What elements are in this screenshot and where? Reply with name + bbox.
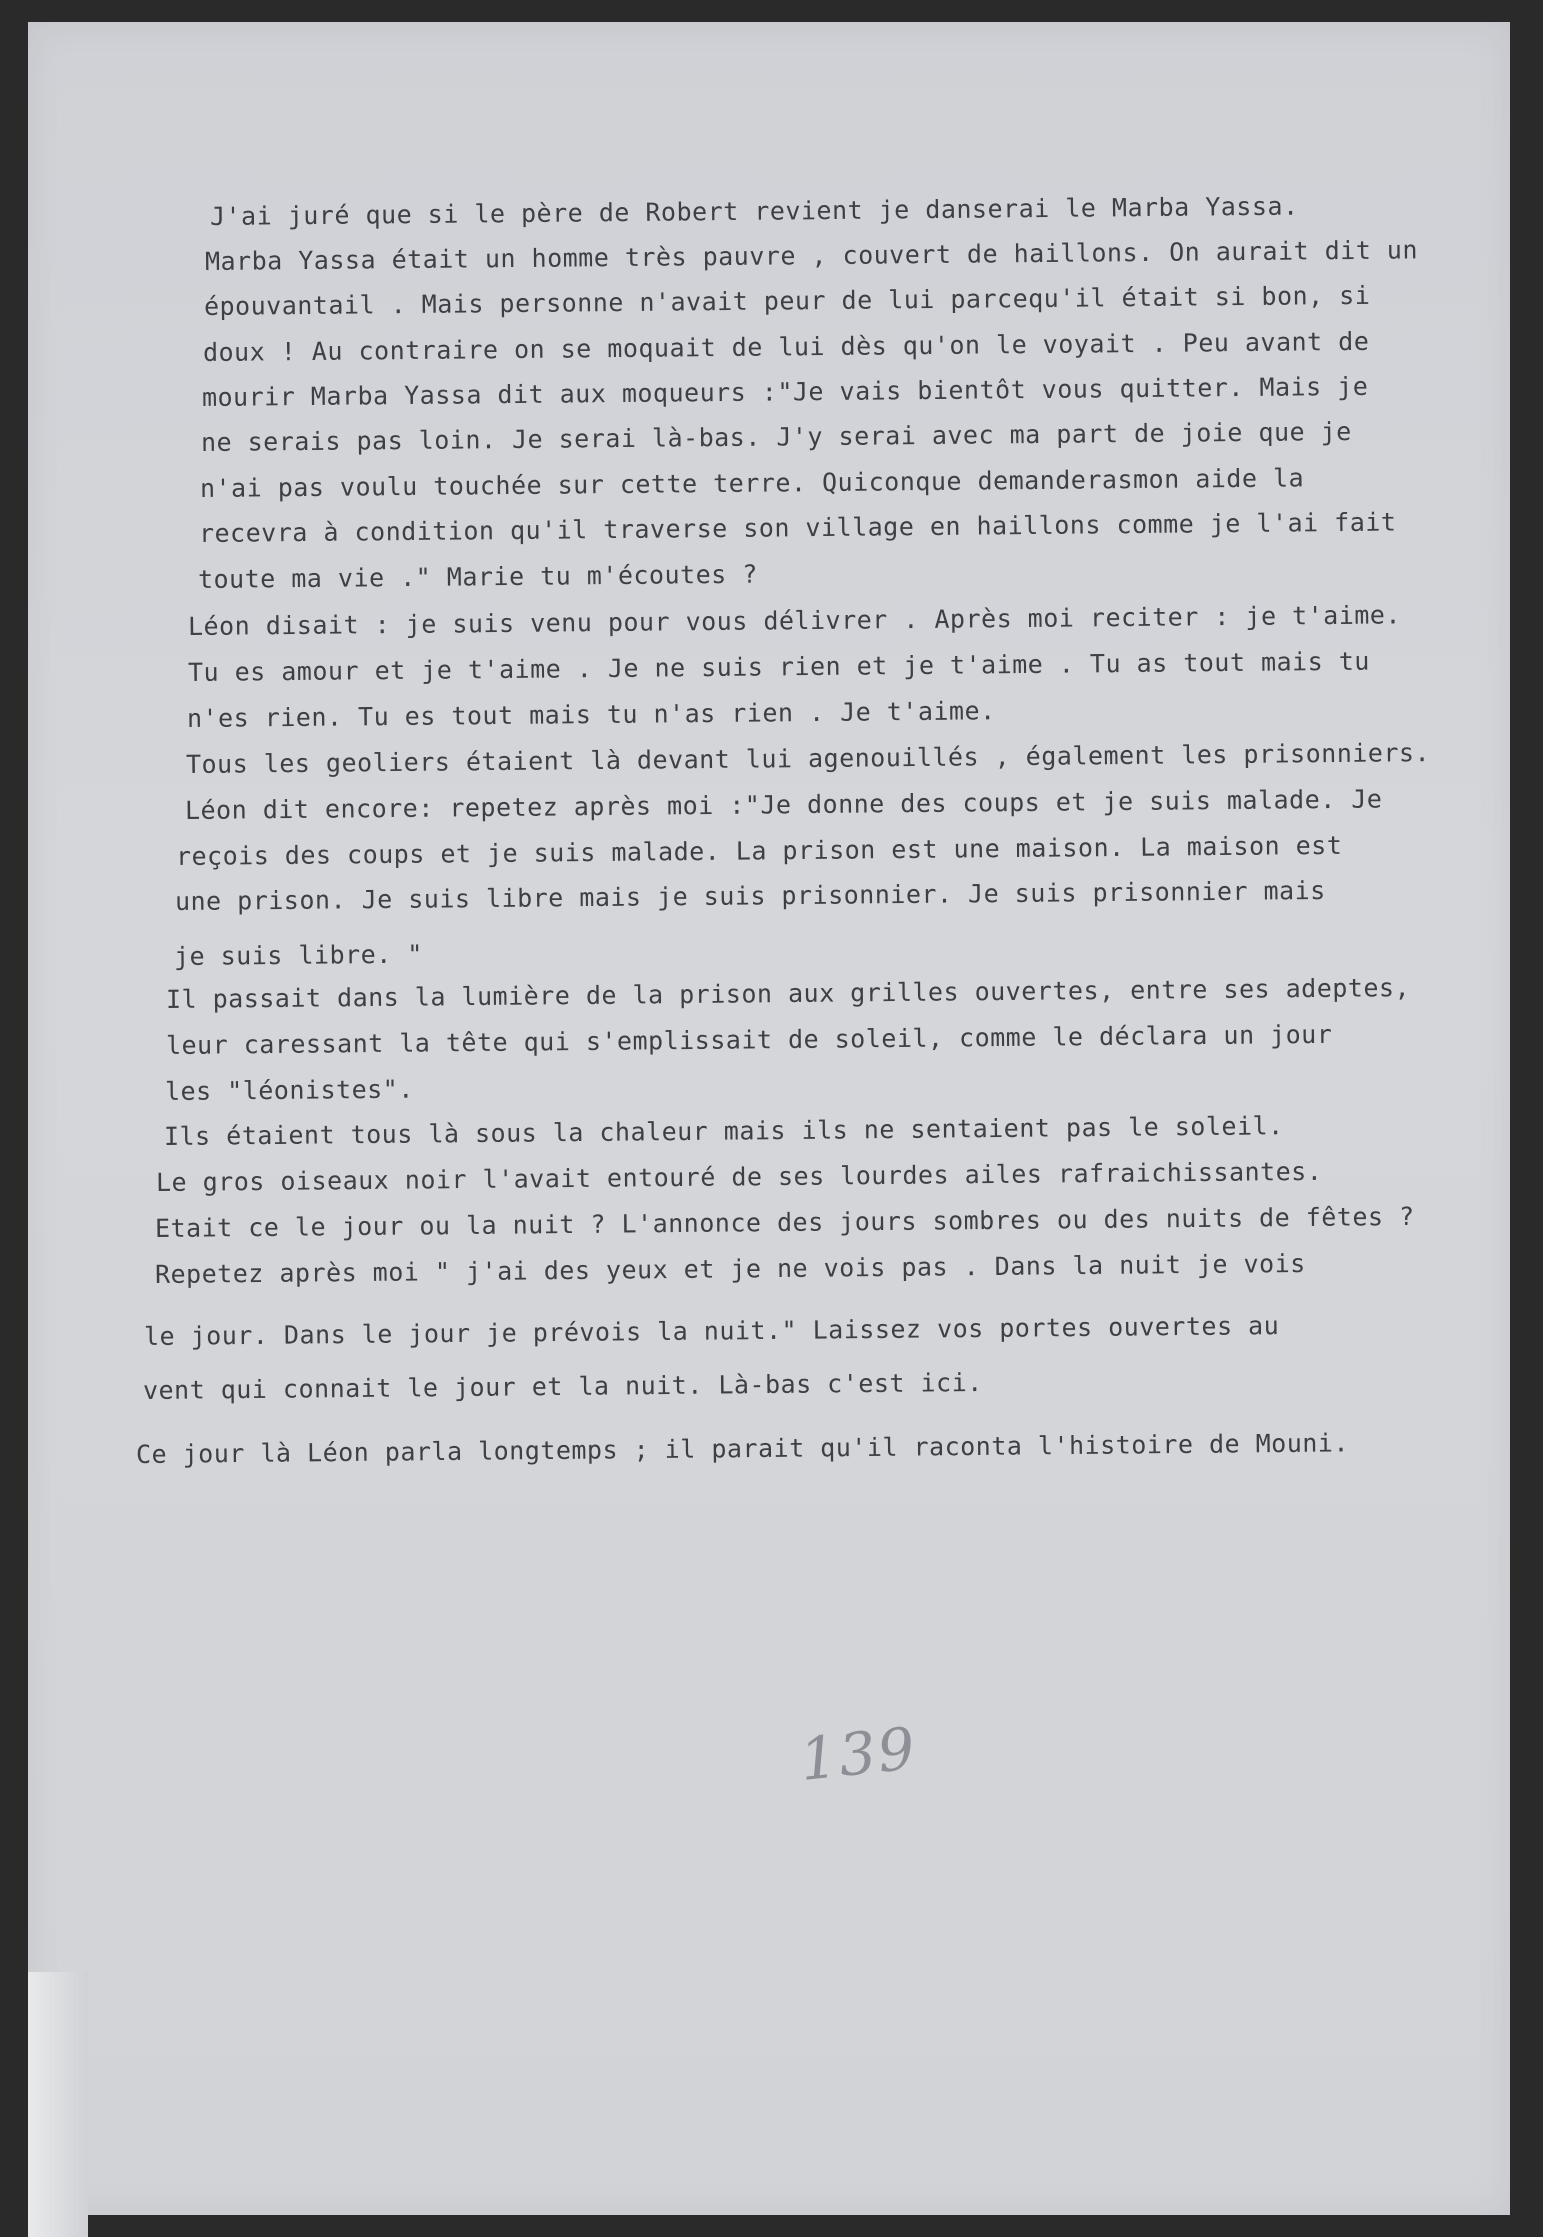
text-line: mourir Marba Yassa dit aux moqueurs :"Je vais bientôt vous quitter. Mais je <box>201 371 1369 412</box>
text-line: doux ! Au contraire on se moquait de lui dès qu'on le voyait . Peu avant de <box>202 326 1370 367</box>
text-line: épouvantail . Mais personne n'avait peur de lui parcequ'il était si bon, si <box>203 280 1371 321</box>
text-line: Tous les geoliers étaient là devant lui agenouillés , également les prisonniers. <box>185 738 1431 779</box>
text-line: Repetez après moi " j'ai des yeux et je ne vois pas . Dans la nuit je vois <box>154 1248 1306 1289</box>
text-line: n'ai pas voulu touchée sur cette terre. Quiconque demanderasmon aide la <box>199 463 1305 503</box>
text-line: leur caressant la tête qui s'emplissait de soleil, comme le déclara un jour <box>165 1019 1333 1060</box>
handwritten-page-number: 139 <box>796 1714 920 1794</box>
text-line: une prison. Je suis libre mais je suis prisonnier. Je suis prisonnier mais <box>174 875 1326 916</box>
text-line: n'es rien. Tu es tout mais tu n'as rien . Je t'aime. <box>186 696 996 733</box>
text-line: Marba Yassa était un homme très pauvre , couvert de haillons. On aurait dit un <box>204 235 1419 276</box>
text-line: Léon dit encore: repetez après moi :"Je donne des coups et je suis malade. Je <box>184 784 1383 825</box>
text-line: J'ai juré que si le père de Robert revient je danserai le Marba Yassa. <box>209 191 1299 231</box>
text-line: vent qui connait le jour et la nuit. Là-bas c'est ici. <box>142 1367 983 1405</box>
text-line: recevra à condition qu'il traverse son village en haillons comme je l'ai fait <box>198 507 1397 548</box>
text-line: le jour. Dans le jour je prévois la nuit." Laissez vos portes ouvertes au <box>143 1311 1280 1351</box>
text-line: Etait ce le jour ou la nuit ? L'annonce des jours sombres ou des nuits de fêtes ? <box>154 1201 1415 1243</box>
text-line: toute ma vie ." Marie tu m'écoutes ? <box>197 559 758 594</box>
text-line: Ils étaient tous là sous la chaleur mais ils ne sentaient pas le soleil. <box>163 1111 1284 1151</box>
text-line: Tu es amour et je t'aime . Je ne suis rien et je t'aime . Tu as tout mais tu <box>187 646 1370 687</box>
text-line: Le gros oiseaux noir l'avait entouré de ses lourdes ailes rafraichissantes. <box>155 1156 1323 1197</box>
text-line: Ce jour là Léon parla longtemps ; il parait qu'il raconta l'histoire de Mouni. <box>135 1428 1350 1469</box>
text-line: Il passait dans la lumière de la prison aux grilles ouvertes, entre ses adeptes, <box>165 973 1411 1014</box>
text-line: je suis libre. " <box>173 939 423 971</box>
text-line: les "léonistes". <box>164 1074 414 1106</box>
text-line: Léon disait : je suis venu pour vous délivrer . Après moi reciter : je t'aime. <box>187 600 1402 641</box>
text-line: ne serais pas loin. Je serai là-bas. J'y serai avec ma part de joie que je <box>200 416 1352 457</box>
text-line: reçois des coups et je suis malade. La prison est une maison. La maison est <box>175 830 1343 871</box>
